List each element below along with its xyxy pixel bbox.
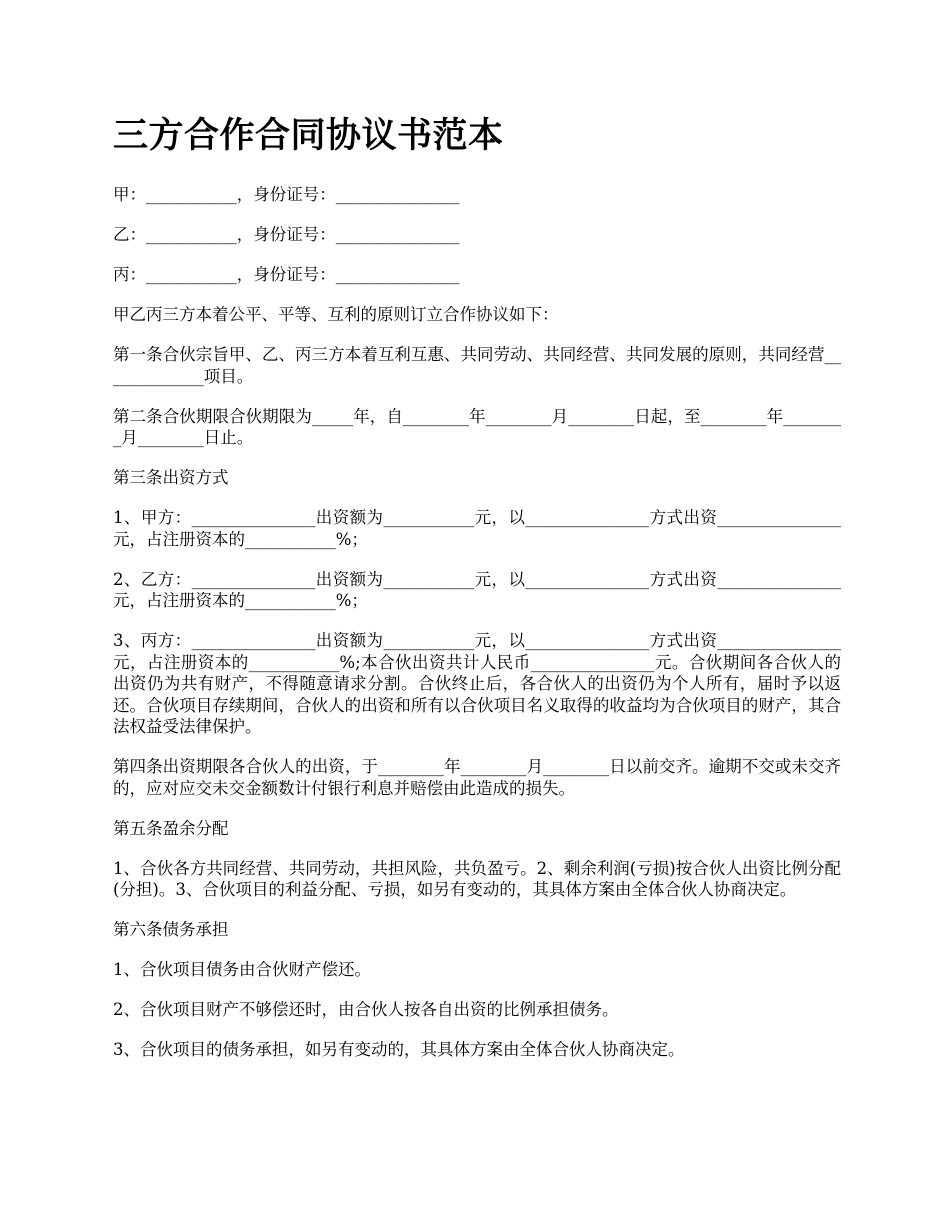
document-title: 三方合作合同协议书范本	[113, 116, 504, 156]
party-a-line: 甲：___________，身份证号：_______________	[113, 185, 460, 204]
article-1: 第一条合伙宗旨甲、乙、丙三方本着互利互惠、共同劳动、共同经营、共同发展的原则，共同经营_____________项目。	[113, 345, 841, 386]
article-3-heading: 第三条出资方式	[113, 468, 229, 487]
article-4: 第四条出资期限各合伙人的出资，于________年________月________日以前交齐。逾期不交或未交齐的，应对应交未交金额数计付银行利息并赔偿由此造成的损失。	[113, 757, 841, 798]
document-page	[113, 110, 841, 1079]
article-3-item-2: 2、乙方：_______________出资额为___________元，以_______________方式出资_______________元，占注册资本的___________%；	[113, 569, 841, 610]
article-5-heading: 第五条盈余分配	[113, 818, 229, 838]
article-6-item-3: 3、合伙项目的债务承担，如另有变动的，其具体方案由全体合伙人协商决定。	[113, 1040, 685, 1059]
article-6-heading: 第六条债务承担	[113, 920, 229, 939]
article-2: 第二条合伙期限合伙期限为_____年，自________年________月________日起，至________年________月________日止。	[113, 406, 841, 447]
preamble: 甲乙丙三方本着公平、平等、互利的原则订立合作协议如下：	[113, 305, 559, 324]
article-6-item-1: 1、合伙项目债务由合伙财产偿还。	[113, 960, 371, 979]
article-3-item-3: 3、丙方：_______________出资额为___________元，以_______________方式出资_______________元，占注册资本的___________%;本合伙出资共计人民币_______________元。合伙期间各合伙人的出资仍为共有财产，不得随意请求分割。合伙终止后，各合伙人的出资仍为个人所有，届时予以返还。合伙项目存续期间，合伙人的出资和所有以合伙项目名义取得的收益均为合伙项目的财产，其合法权益受法律保护。	[113, 631, 841, 736]
article-6-item-2: 2、合伙项目财产不够偿还时，由合伙人按各自出资的比例承担债务。	[113, 1000, 619, 1019]
article-3-item-1: 1、甲方：_______________出资额为___________元，以_______________方式出资_______________元，占注册资本的___________%；	[113, 508, 841, 549]
party-c-line: 丙：___________，身份证号：_______________	[113, 265, 460, 284]
party-b-line: 乙：___________，身份证号：_______________	[113, 225, 460, 244]
article-5-body: 1、合伙各方共同经营、共同劳动，共担风险，共负盈亏。2、剩余利润(亏损)按合伙人出资比例分配(分担)。3、合伙项目的利益分配、亏损，如另有变动的，其具体方案由全体合伙人协商决定。	[113, 858, 841, 899]
